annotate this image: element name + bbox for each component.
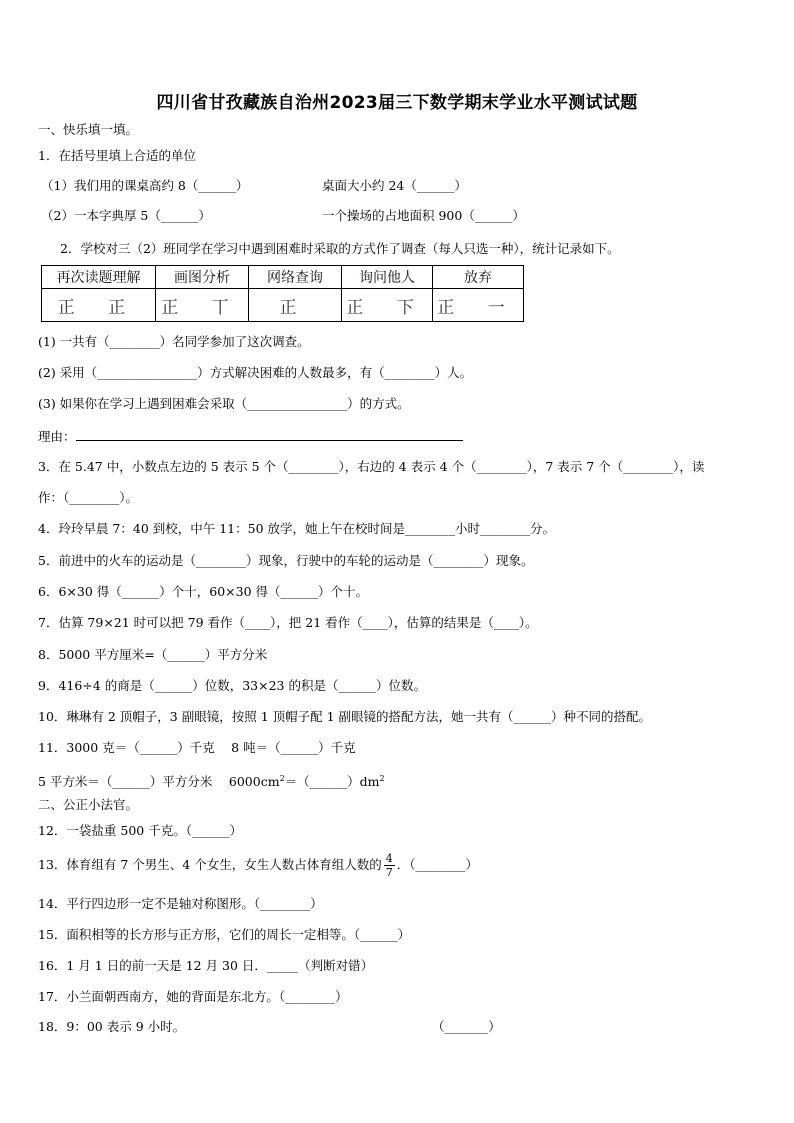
fraction-four-sevenths [384, 852, 395, 879]
tally-cell: 正 正 [42, 289, 156, 322]
question-11-line-1: 11．3000 克＝（______）千克 8 吨＝（______）千克 [38, 740, 356, 755]
question-3-line-1: 3．在 5.47 中，小数点左边的 5 表示 5 个（________），右边的 4 表示 4 个（________），7 表示 7 个（________），读 [38, 459, 705, 474]
question-1-stem: 1．在括号里填上合适的单位 [38, 148, 196, 163]
question-2-sub-3: (3) 如果你在学习上遇到困难会采取（________________）的方式。 [38, 396, 410, 411]
question-7: 7．估算 79×21 时可以把 79 看作（____），把 21 看作（____），估算的结果是（____）。 [38, 615, 538, 630]
q11-part-2: ＝（______）dm [284, 774, 380, 790]
question-6: 6．6×30 得（______）个十，60×30 得（______）个十。 [38, 584, 369, 599]
tally-cell: 正 丅 [156, 289, 249, 322]
survey-header-cell: 网络查询 [249, 266, 342, 289]
fraction-denominator: 7 [385, 866, 393, 879]
question-5: 5．前进中的火车的运动是（________）现象，行驶中的车轮的运动是（________）现象。 [38, 553, 534, 568]
question-4: 4．玲玲早晨 7：40 到校，中午 11：50 放学，她上午在校时间是________小时________分。 [38, 521, 556, 536]
question-1-part-d: 一个操场的占地面积 900（______） [322, 208, 525, 223]
question-2-sub-1: (1) 一共有（________）名同学参加了这次调查。 [38, 334, 310, 349]
question-11-line-2 [38, 771, 385, 790]
question-2-sub-2: (2) 采用（________________）方式解决困难的人数最多，有（________）人。 [38, 365, 473, 380]
question-1-part-c: （2）一本字典厚 5（______） [41, 208, 211, 223]
section-heading-1: 一、快乐填一填。 [38, 122, 139, 137]
question-10: 10．琳琳有 2 顶帽子，3 副眼镜，按照 1 顶帽子配 1 副眼镜的搭配方法，她一共有（______）种不同的搭配。 [38, 709, 652, 724]
survey-tally-row [42, 289, 524, 322]
q13-text: 13．体育组有 7 个男生、4 个女生，女生人数占体育组人数的 [38, 857, 382, 872]
question-9: 9．416÷4 的商是（______）位数，33×23 的积是（______）位数。 [38, 678, 426, 693]
superscript-two: 2 [279, 774, 285, 783]
reason-label: 理由： [38, 429, 76, 444]
tally-cell: 正 下 [342, 289, 433, 322]
question-3-line-2: 作：（________）。 [38, 490, 139, 505]
survey-header-row [42, 266, 524, 289]
survey-header-cell: 再次读题理解 [42, 266, 156, 289]
q13-blank: ．（________） [396, 857, 478, 872]
question-16: 16．1 月 1 日的前一天是 12 月 30 日．_____（判断对错） [38, 958, 374, 973]
survey-table [41, 265, 524, 322]
reason-line [38, 428, 463, 445]
tally-cell: 正 [249, 289, 342, 322]
superscript-two: 2 [379, 774, 385, 783]
survey-header-cell: 询问他人 [342, 266, 433, 289]
question-18-blank: （_______） [432, 1019, 501, 1034]
reason-blank [76, 428, 463, 441]
q11-part-1: 5 平方米＝（______）平方分米 6000cm [38, 774, 280, 790]
page-title: 四川省甘孜藏族自治州2023届三下数学期末学业水平测试试题 [156, 93, 638, 113]
question-1-part-b: 桌面大小约 24（______） [322, 178, 467, 193]
survey-header-cell: 画图分析 [156, 266, 249, 289]
question-8: 8．5000 平方厘米=（______）平方分米 [38, 647, 268, 662]
question-14: 14．平行四边形一定不是轴对称图形。（________） [38, 896, 323, 911]
question-13 [38, 852, 478, 879]
question-18: 18．9：00 表示 9 小时。 [38, 1019, 186, 1034]
tally-cell: 正 一 [433, 289, 524, 322]
question-2-stem: 2．学校对三（2）班同学在学习中遇到困难时采取的方式作了调查（每人只选一种），统计记录如下。 [60, 241, 620, 256]
survey-header-cell: 放弃 [433, 266, 524, 289]
question-12: 12．一袋盐重 500 千克。（______） [38, 823, 242, 838]
section-heading-2: 二、公正小法官。 [38, 797, 139, 812]
question-17: 17．小兰面朝西南方，她的背面是东北方。（________） [38, 989, 348, 1004]
fraction-numerator: 4 [385, 852, 393, 865]
question-1-part-a: （1）我们用的课桌高约 8（______） [41, 178, 249, 193]
question-15: 15．面积相等的长方形与正方形，它们的周长一定相等。（______） [38, 927, 411, 942]
